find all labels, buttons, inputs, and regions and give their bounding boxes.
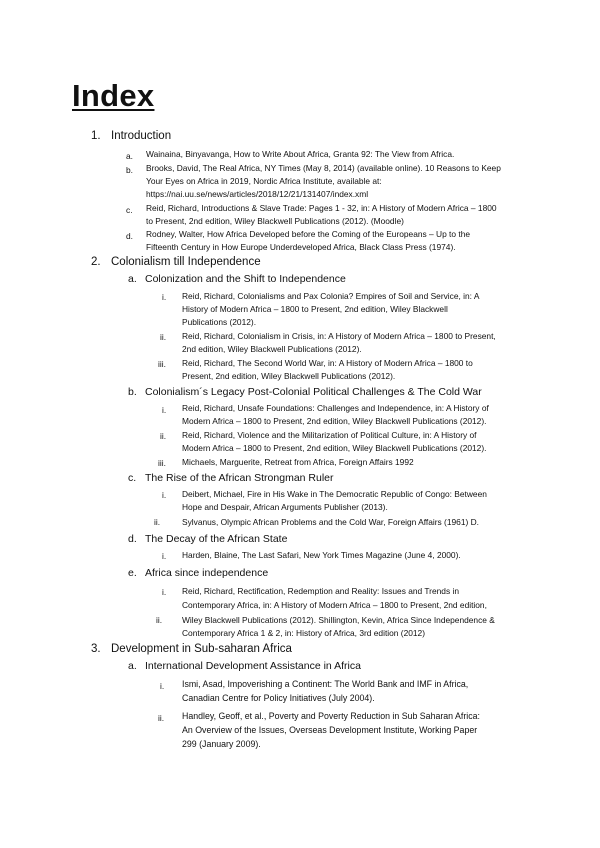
section-number: 2. <box>91 256 101 268</box>
reference-line: Sylvanus, Olympic African Problems and the Cold War, Foreign Affairs (1961) D. <box>182 517 479 527</box>
item-marker: ii. <box>156 615 163 625</box>
item-marker: d. <box>126 231 133 241</box>
reference-line: Reid, Richard, Colonialisms and Pax Colonia? Empires of Soil and Service, in: A <box>182 291 480 301</box>
reference-line: History of Modern Africa – 1800 to Present, 2nd edition, Wiley Blackwell <box>182 304 448 314</box>
item-marker: a. <box>126 151 133 161</box>
item-marker: i. <box>162 292 167 302</box>
reference-line: Reid, Richard, Violence and the Militarization of Political Culture, in: A History of <box>182 430 477 440</box>
subsection-heading: The Rise of the African Strongman Ruler <box>145 472 334 484</box>
reference-line: Deibert, Michael, Fire in His Wake in The Democratic Republic of Congo: Between <box>182 489 487 499</box>
section-heading: Introduction <box>111 130 172 142</box>
item-marker: i. <box>162 405 167 415</box>
subsection-marker: d. <box>128 533 137 545</box>
section-heading: Colonialism till Independence <box>111 256 261 268</box>
subsection-marker: a. <box>128 273 137 285</box>
reference-line: Wiley Blackwell Publications (2012). Shillington, Kevin, Africa Since Independence & <box>182 615 495 625</box>
subsection-marker: a. <box>128 660 137 672</box>
reference-line: Canadian Centre for Policy Initiatives (July 2004). <box>182 693 375 703</box>
reference-line: Modern Africa – 1800 to Present, 2nd edition, Wiley Blackwell Publications (2012). <box>182 416 487 426</box>
item-marker: ii. <box>160 332 167 342</box>
subsection-heading: Colonialism´s Legacy Post-Colonial Political Challenges & The Cold War <box>145 386 482 398</box>
reference-line: to Present, 2nd edition, Wiley Blackwell Publications (2012). (Moodle) <box>146 216 404 226</box>
reference-line: Ismi, Asad, Impoverishing a Continent: The World Bank and IMF in Africa, <box>182 679 469 689</box>
reference-line: 2nd edition, Wiley Blackwell Publications (2012). <box>182 344 362 354</box>
item-marker: ii. <box>158 713 165 723</box>
item-marker: i. <box>162 551 167 561</box>
item-marker: ii. <box>154 517 161 527</box>
reference-line: Contemporary Africa 1 & 2, in: History of Africa, 3rd edition (2012) <box>182 628 425 638</box>
reference-line: Hope and Despair, African Arguments Publisher (2013). <box>182 502 388 512</box>
reference-line: Rodney, Walter, How Africa Developed before the Coming of the Europeans – Up to the <box>146 229 471 239</box>
reference-line: Reid, Richard, The Second World War, in: A History of Modern Africa – 1800 to <box>182 358 473 368</box>
reference-line: Publications (2012). <box>182 317 257 327</box>
item-marker: c. <box>126 205 133 215</box>
section-number: 1. <box>91 130 101 142</box>
reference-line: Reid, Richard, Rectification, Redemption and Reality: Issues and Trends in <box>182 586 459 596</box>
reference-line: https://nai.uu.se/news/articles/2018/12/21/131407/index.xml <box>146 189 369 199</box>
subsection-marker: e. <box>128 567 137 579</box>
reference-line: An Overview of the Issues, Overseas Development Institute, Working Paper <box>182 725 478 735</box>
reference-line: Reid, Richard, Unsafe Foundations: Challenges and Independence, in: A History of <box>182 403 489 413</box>
section-heading: Development in Sub-saharan Africa <box>111 643 292 655</box>
reference-line: Reid, Richard, Colonialism in Crisis, in: A History of Modern Africa – 1800 to Present, <box>182 331 496 341</box>
item-marker: ii. <box>160 431 167 441</box>
subsection-marker: b. <box>128 386 137 398</box>
subsection-heading: Colonization and the Shift to Independence <box>145 273 346 285</box>
item-marker: iii. <box>158 458 166 468</box>
reference-line: Modern Africa – 1800 to Present, 2nd edition, Wiley Blackwell Publications (2012). <box>182 443 487 453</box>
reference-line: 299 (January 2009). <box>182 739 261 749</box>
reference-line: Fifteenth Century in How Europe Underdeveloped Africa, Black Class Press (1974). <box>146 242 456 252</box>
page-title: Index <box>72 78 155 113</box>
reference-line: Your Eyes on Africa in 2019, Nordic Africa Institute, available at: <box>146 176 382 186</box>
reference-line: Reid, Richard, Introductions & Slave Trade: Pages 1 - 32, in: A History of Modern Africa – 1800 <box>146 203 497 213</box>
subsection-heading: The Decay of the African State <box>145 533 288 545</box>
item-marker: b. <box>126 165 133 175</box>
reference-line: Handley, Geoff, et al., Poverty and Poverty Reduction in Sub Saharan Africa: <box>182 711 480 721</box>
section-number: 3. <box>91 643 101 655</box>
item-marker: i. <box>162 587 167 597</box>
reference-line: Michaels, Marguerite, Retreat from Africa, Foreign Affairs 1992 <box>182 457 414 467</box>
item-marker: iii. <box>158 359 166 369</box>
reference-line: Contemporary Africa, in: A History of Modern Africa – 1800 to Present, 2nd edition, <box>182 600 487 610</box>
subsection-heading: Africa since independence <box>145 567 269 579</box>
item-marker: i. <box>160 681 165 691</box>
reference-line: Wainaina, Binyavanga, How to Write About Africa, Granta 92: The View from Africa. <box>146 149 455 159</box>
subsection-heading: International Development Assistance in Africa <box>145 660 361 672</box>
reference-line: Present, 2nd edition, Wiley Blackwell Publications (2012). <box>182 371 396 381</box>
item-marker: i. <box>162 490 167 500</box>
subsection-marker: c. <box>128 472 137 484</box>
reference-line: Harden, Blaine, The Last Safari, New York Times Magazine (June 4, 2000). <box>182 550 461 560</box>
reference-line: Brooks, David, The Real Africa, NY Times (May 8, 2014) (available online). 10 Reasons to Keep <box>146 163 501 173</box>
